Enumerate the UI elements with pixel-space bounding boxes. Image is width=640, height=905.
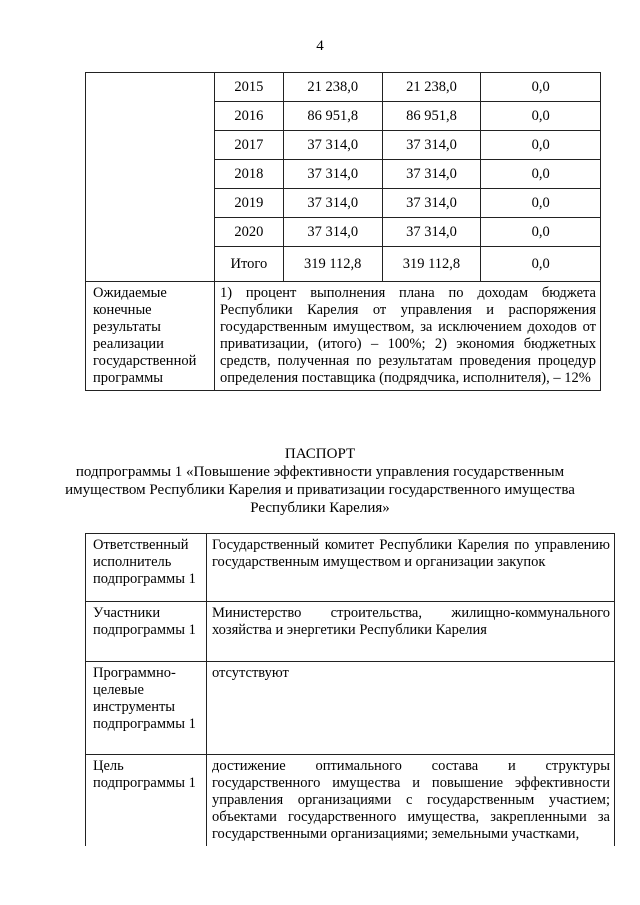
passport-row-text: достижение оптимального состава и структуры государственного имущества и повышение эффективности управления организациями с государственным участием; объектами государственного имущества, закрепленными за государственными организациями; земельными участками,	[206, 755, 614, 847]
page-number: 4	[316, 38, 324, 54]
passport-row-text: отсутствуют	[206, 662, 614, 755]
finance-label-cell	[86, 73, 215, 282]
passport-row	[86, 602, 615, 662]
other-cell: 0,0	[481, 131, 601, 160]
other-cell: 0,0	[481, 218, 601, 247]
other-cell: 0,0	[481, 247, 601, 282]
passport-row-label: Программно-целевые инструменты подпрограммы 1	[86, 662, 207, 755]
budget-cell: 37 314,0	[382, 189, 481, 218]
passport-row-label: Ответственный исполнитель подпрограммы 1	[86, 534, 207, 602]
passport-row	[86, 662, 615, 755]
total-cell: 37 314,0	[283, 131, 382, 160]
year-cell: 2019	[214, 189, 283, 218]
expected-results-row	[86, 282, 601, 391]
total-cell: 37 314,0	[283, 218, 382, 247]
passport-table	[85, 533, 615, 846]
budget-cell: 37 314,0	[382, 218, 481, 247]
total-cell: 37 314,0	[283, 189, 382, 218]
budget-cell: 319 112,8	[382, 247, 481, 282]
passport-row-label: Участники подпрограммы 1	[86, 602, 207, 662]
total-cell: 21 238,0	[283, 73, 382, 102]
year-cell: Итого	[214, 247, 283, 282]
year-cell: 2016	[214, 102, 283, 131]
passport-row-label: Цель подпрограммы 1	[86, 755, 207, 847]
total-cell: 37 314,0	[283, 160, 382, 189]
finance-row	[86, 73, 601, 102]
passport-row-text: Государственный комитет Республики Карелия по управлению государственным имуществом и организации закупок	[206, 534, 614, 602]
year-cell: 2018	[214, 160, 283, 189]
year-cell: 2017	[214, 131, 283, 160]
passport-row	[86, 534, 615, 602]
passport-subtitle: подпрограммы 1 «Повышение эффективности управления государственным имуществом Республики Карелия и приватизации государственного имущества Республики Карелия»	[65, 464, 575, 516]
other-cell: 0,0	[481, 189, 601, 218]
budget-cell: 37 314,0	[382, 160, 481, 189]
other-cell: 0,0	[481, 160, 601, 189]
budget-cell: 86 951,8	[382, 102, 481, 131]
year-cell: 2015	[214, 73, 283, 102]
budget-cell: 37 314,0	[382, 131, 481, 160]
passport-row-text: Министерство строительства, жилищно-коммунального хозяйства и энергетики Республики Карелия	[206, 602, 614, 662]
other-cell: 0,0	[481, 73, 601, 102]
total-cell: 86 951,8	[283, 102, 382, 131]
other-cell: 0,0	[481, 102, 601, 131]
budget-cell: 21 238,0	[382, 73, 481, 102]
total-cell: 319 112,8	[283, 247, 382, 282]
passport-row	[86, 755, 615, 847]
year-cell: 2020	[214, 218, 283, 247]
expected-results-label: Ожидаемые конечные результаты реализации государственной программы	[86, 282, 215, 391]
expected-results-text: 1) процент выполнения плана по доходам бюджета Республики Карелия от управления и распоряжения государственным имуществом, за исключением доходов от приватизации, (итого) – 100%; 2) экономия бюджетных средств, полученная по результатам проведения процедур определения поставщика (подрядчика, исполнителя), – 12%	[214, 282, 600, 391]
finance-table	[85, 72, 601, 391]
passport-title: ПАСПОРТ	[284, 446, 356, 462]
